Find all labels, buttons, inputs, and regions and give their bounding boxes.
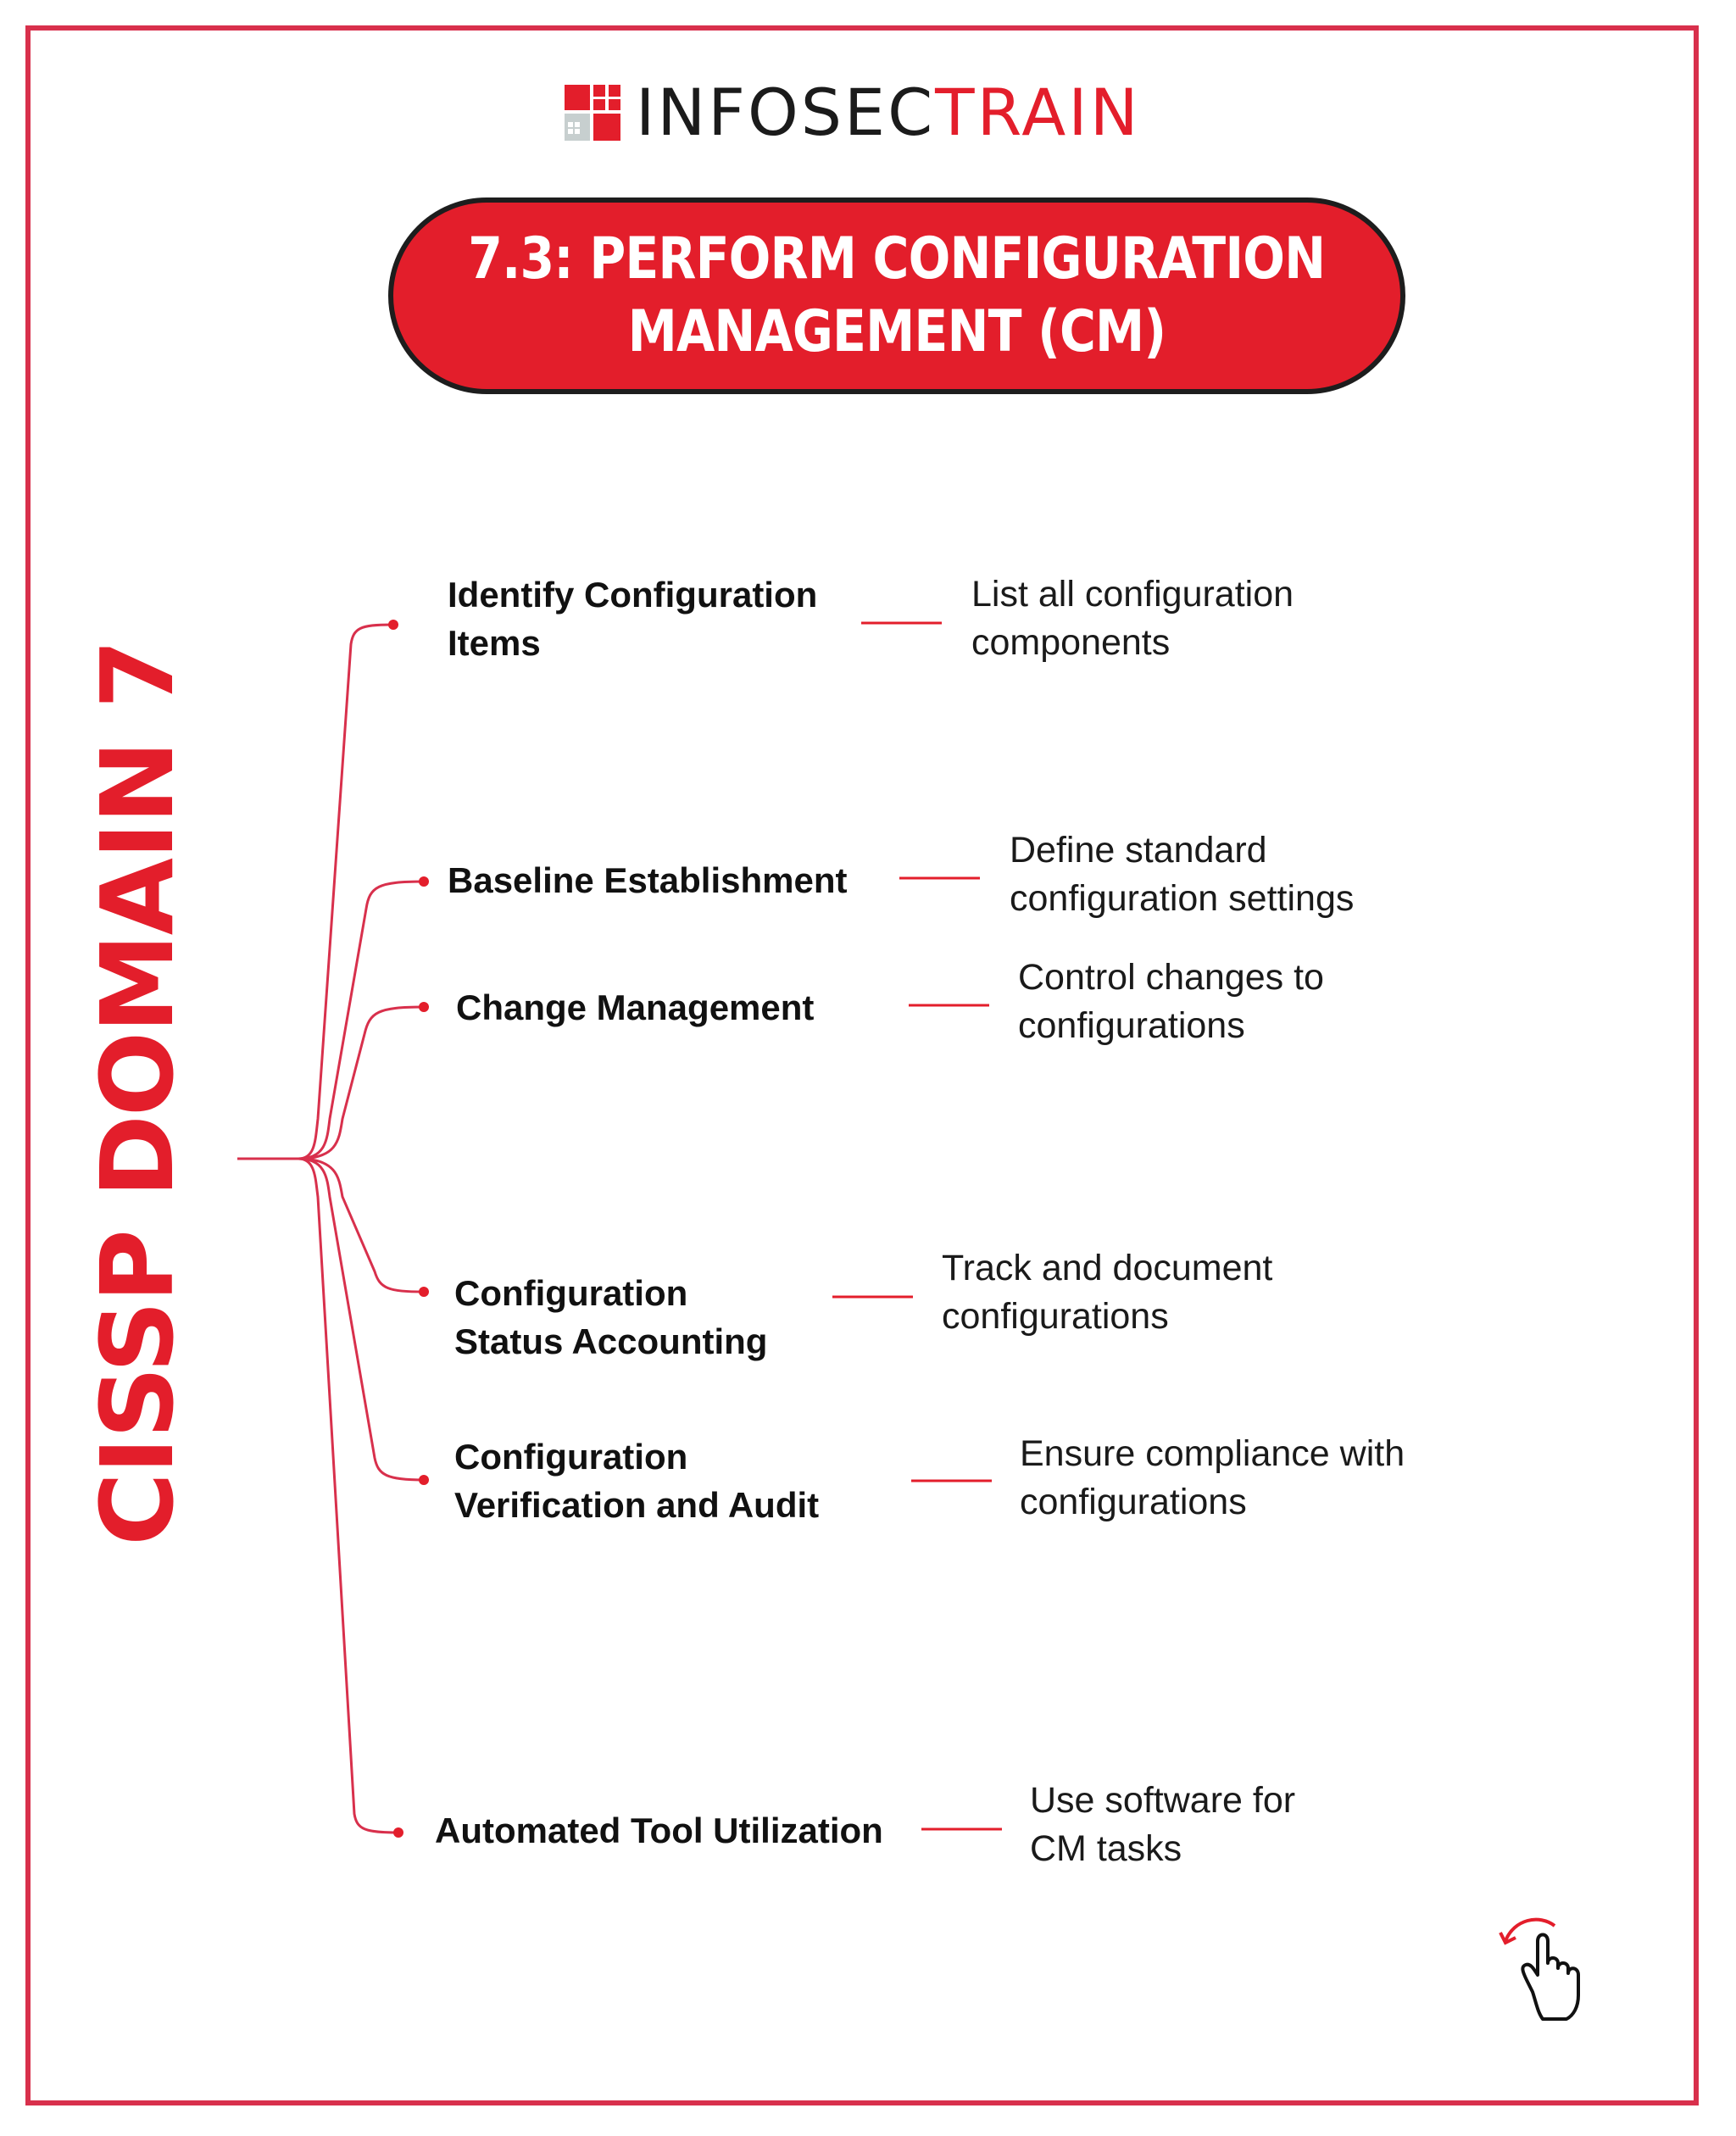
item-label-configuration-verification-and-audit [454, 1432, 819, 1529]
item-desc-configuration-status-accounting [942, 1244, 1272, 1341]
item-label-line: Configuration [454, 1273, 688, 1313]
side-label: CISSP DOMAIN 7 [79, 641, 196, 1546]
item-label-line: Change Management [456, 987, 815, 1027]
item-desc-line: Control changes to [1018, 957, 1324, 998]
item-label-line: Verification and Audit [454, 1485, 820, 1525]
node-dot-2 [419, 876, 429, 887]
item-desc-line: List all configuration [971, 574, 1294, 615]
node-dot-6 [393, 1827, 403, 1838]
swipe-hand-icon [1499, 1907, 1592, 2026]
item-desc-line: configuration settings [1010, 878, 1355, 919]
node-dot-4 [419, 1287, 429, 1297]
item-label-line: Configuration [454, 1437, 688, 1477]
branch-1 [298, 625, 392, 1159]
brand-name-dark: INFOSEC [636, 75, 936, 150]
branch-6 [298, 1159, 398, 1833]
item-desc-line: Ensure compliance with [1020, 1433, 1405, 1474]
item-desc-line: components [971, 622, 1171, 663]
item-desc-automated-tool-utilization [1030, 1777, 1295, 1873]
item-label-change-management [456, 983, 814, 1032]
node-dot-5 [419, 1475, 429, 1485]
item-label-line: Items [448, 623, 541, 663]
branch-4 [298, 1159, 424, 1292]
item-desc-line: configurations [1020, 1482, 1247, 1522]
title-line-1: 7.3: PERFORM CONFIGURATION [468, 225, 1326, 292]
branch-3 [298, 1007, 424, 1159]
node-dot-3 [419, 1002, 429, 1012]
item-label-baseline-establishment [448, 856, 848, 904]
item-desc-line: Track and document [942, 1248, 1273, 1288]
brand-name-red: TRAIN [935, 75, 1141, 150]
item-desc-identify-configuration-items [971, 570, 1294, 667]
item-desc-configuration-verification-and-audit [1020, 1430, 1405, 1527]
title-line-2: MANAGEMENT (CM) [627, 298, 1166, 365]
item-desc-line: Use software for [1030, 1780, 1296, 1821]
item-desc-change-management [1018, 954, 1324, 1050]
item-desc-line: Define standard [1010, 830, 1267, 871]
item-desc-baseline-establishment [1010, 826, 1354, 923]
item-label-automated-tool-utilization [435, 1806, 883, 1855]
item-label-line: Identify Configuration [448, 575, 818, 615]
item-desc-line: configurations [1018, 1005, 1245, 1046]
item-desc-line: CM tasks [1030, 1828, 1182, 1869]
node-dot-1 [388, 620, 398, 630]
item-label-line: Baseline Establishment [448, 860, 848, 900]
item-label-identify-configuration-items [448, 570, 817, 667]
item-label-configuration-status-accounting [454, 1269, 767, 1366]
item-label-line: Automated Tool Utilization [435, 1811, 883, 1850]
item-desc-line: configurations [942, 1296, 1169, 1337]
item-label-line: Status Accounting [454, 1321, 768, 1361]
